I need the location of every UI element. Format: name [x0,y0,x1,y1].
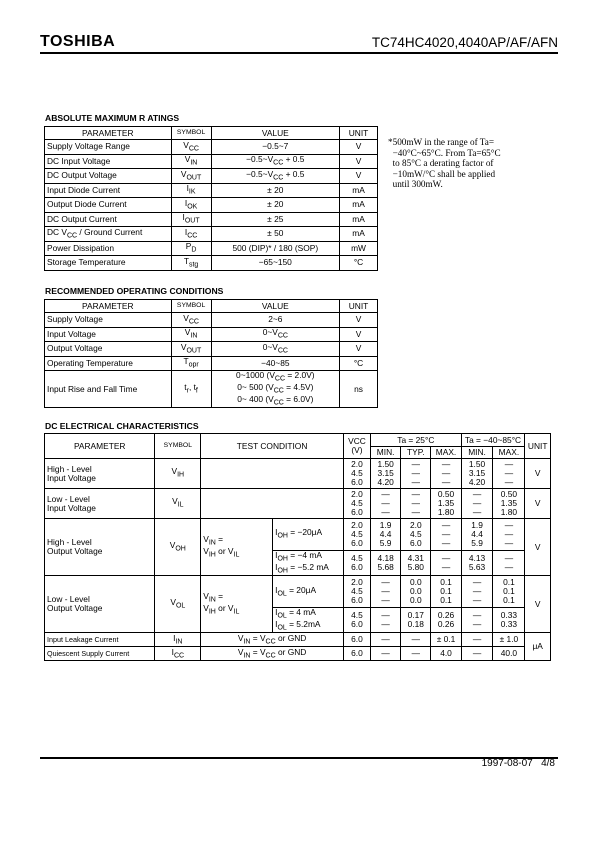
unit-cell: °C [340,256,378,271]
min-cell: — [371,647,401,661]
min-cell: 1.9 4.4 5.9 [371,519,401,551]
unit-cell: V [340,140,378,155]
value-cell: ± 20 [211,183,340,198]
table-row [45,183,378,198]
min2-cell: — [461,633,493,647]
param-cell: Operating Temperature [45,356,172,371]
symbol-cell: $V_{OUT}$ [171,342,211,357]
table-row [45,459,551,489]
min-cell: — — [371,608,401,633]
symbol-cell: $I_{IK}$ [171,183,211,198]
max2-cell: 0.1 0.1 0.1 [493,576,525,608]
table-row [45,576,551,608]
test-condition-cell: $V_{IN}$ = $V_{IH}$ or $V_{IL}$ [201,576,273,633]
symbol-cell: $I_{OUT}$ [171,212,211,227]
unit-cell: ns [340,371,378,408]
symbol-cell: $t_r$, $t_f$ [171,371,211,408]
table-row [45,519,551,551]
dc-col-typ: TYP. [401,447,431,459]
min-cell: — [371,633,401,647]
min2-cell: — — — [461,489,493,519]
test-condition-cell [201,489,344,519]
value-cell: $0\sim V_{CC}$ [211,342,339,357]
table-row [45,256,378,271]
table-row [45,371,378,408]
abs-max-title: ABSOLUTE MAXIMUM R ATINGS [45,113,180,123]
symbol-cell: $V_{CC}$ [171,313,211,328]
power-dissipation-note: *500mW in the range of Ta= −40°C~65°C. From Ta=65°C to 85°C a derating factor of −10mW/°C shall be applied until 300mW. [388,137,501,189]
symbol-cell: $I_{CC}$ [171,227,211,242]
max2-cell: 0.33 0.33 [493,608,525,633]
typ-cell: 0.0 0.0 0.0 [401,576,431,608]
unit-cell: mW [340,241,378,256]
min2-cell: — — — [461,576,493,608]
param-cell: DC Input Voltage [45,154,172,169]
table-row [45,356,378,371]
max-cell: — — — [431,459,461,489]
rec-op-title: RECOMMENDED OPERATING CONDITIONS [45,286,224,296]
table-row [45,198,378,213]
dc-col-parameter: PARAMETER [45,434,155,459]
param-cell: Input Leakage Current [45,633,155,647]
vcc-cell: 2.0 4.5 6.0 [343,576,370,608]
part-number: TC74HC4020,4040AP/AF/AFN [371,35,558,50]
table-row [45,154,378,169]
min-cell: 1.50 3.15 4.20 [371,459,401,489]
unit-cell: V [340,154,378,169]
max-cell: 0.26 0.26 [431,608,461,633]
col-unit: UNIT [340,127,378,140]
typ-cell: 0.17 0.18 [401,608,431,633]
vcc-cell: 2.0 4.5 6.0 [343,459,370,489]
unit-cell: mA [340,227,378,242]
col-value: VALUE [211,127,340,140]
dc-col-max2: MAX. [493,447,525,459]
symbol-cell: $V_{IH}$ [155,459,201,489]
vcc-cell: 6.0 [343,647,370,661]
unit-cell: mA [340,212,378,227]
unit-cell: mA [340,183,378,198]
test-condition-cell: $V_{IN}$ = $V_{IH}$ or $V_{IL}$ [201,519,273,576]
vcc-cell: 2.0 4.5 6.0 [343,489,370,519]
value-cell: ± 25 [211,212,340,227]
min2-cell: 1.9 4.4 5.9 [461,519,493,551]
param-cell: DC Output Current [45,212,172,227]
max2-cell: ± 1.0 [493,633,525,647]
param-cell: High - Level Input Voltage [45,459,155,489]
table-row [45,169,378,184]
abs-max-table [44,126,378,271]
dc-col-ta-range: Ta = −40~85°C [461,434,525,447]
unit-cell: V [340,327,378,342]
param-cell: Supply Voltage [45,313,172,328]
typ-cell: — — — [401,459,431,489]
min2-cell: 1.50 3.15 4.20 [461,459,493,489]
dc-title: DC ELECTRICAL CHARACTERISTICS [45,421,199,431]
max-cell: ± 0.1 [431,633,461,647]
max-cell: 4.0 [431,647,461,661]
footer [482,758,555,769]
symbol-cell: $V_{OL}$ [155,576,201,633]
value-cell: $0\sim V_{CC}$ [211,327,339,342]
symbol-cell: $V_{CC}$ [171,140,211,155]
min-cell: 4.18 5.68 [371,551,401,576]
table-row [45,212,378,227]
param-cell: DC Output Voltage [45,169,172,184]
unit-cell: V [525,459,551,489]
param-cell: Output Diode Current [45,198,172,213]
load-condition-cell: $I_{OH} = -20\mu A$ [273,519,344,551]
min2-cell: — — [461,608,493,633]
value-cell: −65~150 [211,256,340,271]
table-row [45,342,378,357]
unit-cell: V [525,519,551,576]
dc-col-vcc: VCC (V) [343,434,370,459]
test-condition-cell [201,459,344,489]
toshiba-logo: TOSHIBA [40,33,116,50]
param-cell: Power Dissipation [45,241,172,256]
max-cell: 0.1 0.1 0.1 [431,576,461,608]
col-symbol: SYMBOL [171,300,211,313]
value-cell: −0.5~7 [211,140,340,155]
table-row [45,227,378,242]
table-row [45,327,378,342]
footer-rule [40,757,558,759]
param-cell: Storage Temperature [45,256,172,271]
max2-cell: — — — [493,519,525,551]
col-unit: UNIT [340,300,378,313]
min2-cell: 4.13 5.63 [461,551,493,576]
param-cell: Quiescent Supply Current [45,647,155,661]
symbol-cell: $I_{IN}$ [155,633,201,647]
table-row [45,647,551,661]
dc-table [44,433,551,661]
max-cell: — — — [431,519,461,551]
table-row [45,313,378,328]
param-cell: Input Diode Current [45,183,172,198]
symbol-cell: $V_{IN}$ [171,327,211,342]
symbol-cell: $V_{OUT}$ [171,169,211,184]
symbol-cell: $V_{OH}$ [155,519,201,576]
unit-cell: V [525,489,551,519]
dc-col-unit: UNIT [525,434,551,459]
col-value: VALUE [211,300,339,313]
min-cell: — — — [371,576,401,608]
value-cell: 2~6 [211,313,339,328]
unit-cell: °C [340,356,378,371]
param-cell: Low - Level Output Voltage [45,576,155,633]
max2-cell: 0.50 1.35 1.80 [493,489,525,519]
typ-cell: — — — [401,489,431,519]
value-cell: ± 50 [211,227,340,242]
dc-col-test-condition: TEST CONDITION [201,434,344,459]
value-cell: −40~85 [211,356,339,371]
typ-cell: 2.0 4.5 6.0 [401,519,431,551]
unit-cell: μA [525,633,551,661]
vcc-cell: 4.5 6.0 [343,608,370,633]
max2-cell: 40.0 [493,647,525,661]
table-row [45,241,378,256]
table-row [45,140,378,155]
unit-cell: V [525,576,551,633]
value-cell: $-0.5\sim V_{CC} + 0.5$ [211,154,340,169]
table-row [45,633,551,647]
vcc-cell: 6.0 [343,633,370,647]
value-cell: 0~1000 $(V_{CC} = 2.0V)$ 0~ 500 $(V_{CC} = 4.5V)$ 0~ 400 $(V_{CC} = 6.0V)$ [211,371,339,408]
rec-op-header-row [45,300,378,313]
test-condition-cell: $V_{IN} = V_{CC}$ or GND [201,633,344,647]
max-cell: 0.50 1.35 1.80 [431,489,461,519]
value-cell: $-0.5\sim V_{CC} + 0.5$ [211,169,340,184]
param-cell: Input Voltage [45,327,172,342]
param-cell: Output Voltage [45,342,172,357]
max-cell: — — [431,551,461,576]
symbol-cell: $T_{opr}$ [171,356,211,371]
min-cell: — — — [371,489,401,519]
dc-col-min2: MIN. [461,447,493,459]
load-condition-cell: $I_{OH} = -4$ mA $I_{OH} = -5.2$ mA [273,551,344,576]
load-condition-cell: $I_{OL} = 4$ mA $I_{OL} = 5.2mA$ [273,608,344,633]
max2-cell: — — [493,551,525,576]
param-cell: High - Level Output Voltage [45,519,155,576]
unit-cell: V [340,313,378,328]
dc-col-max: MAX. [431,447,461,459]
max2-cell: — — — [493,459,525,489]
typ-cell: 4.31 5.80 [401,551,431,576]
col-symbol: SYMBOL [171,127,211,140]
typ-cell: — [401,647,431,661]
param-cell: DC $V_{CC}$ / Ground Current [45,227,172,242]
vcc-cell: 2.0 4.5 6.0 [343,519,370,551]
param-cell: Input Rise and Fall Time [45,371,172,408]
dc-col-ta25: Ta = 25°C [371,434,462,447]
value-cell: 500 (DIP)* / 180 (SOP) [211,241,340,256]
min2-cell: — [461,647,493,661]
symbol-cell: $I_{OK}$ [171,198,211,213]
col-parameter: PARAMETER [45,127,172,140]
vcc-cell: 4.5 6.0 [343,551,370,576]
typ-cell: — [401,633,431,647]
unit-cell: mA [340,198,378,213]
symbol-cell: $V_{IL}$ [155,489,201,519]
abs-max-header-row [45,127,378,140]
value-cell: ± 20 [211,198,340,213]
unit-cell: V [340,169,378,184]
symbol-cell: $P_D$ [171,241,211,256]
param-cell: Supply Voltage Range [45,140,172,155]
symbol-cell: $V_{IN}$ [171,154,211,169]
rec-op-table [44,299,378,408]
unit-cell: V [340,342,378,357]
dc-col-symbol: SYMBOL [155,434,201,459]
test-condition-cell: $V_{IN} = V_{CC}$ or GND [201,647,344,661]
load-condition-cell: $I_{OL} = 20\mu A$ [273,576,344,608]
symbol-cell: $I_{CC}$ [155,647,201,661]
footer-date: 1997-08-07 [481,758,533,769]
symbol-cell: $T_{stg}$ [171,256,211,271]
col-parameter: PARAMETER [45,300,172,313]
dc-col-min: MIN. [371,447,401,459]
param-cell: Low - Level Input Voltage [45,489,155,519]
header-rule [40,52,558,54]
footer-page: 4/8 [541,758,555,769]
table-row [45,489,551,519]
